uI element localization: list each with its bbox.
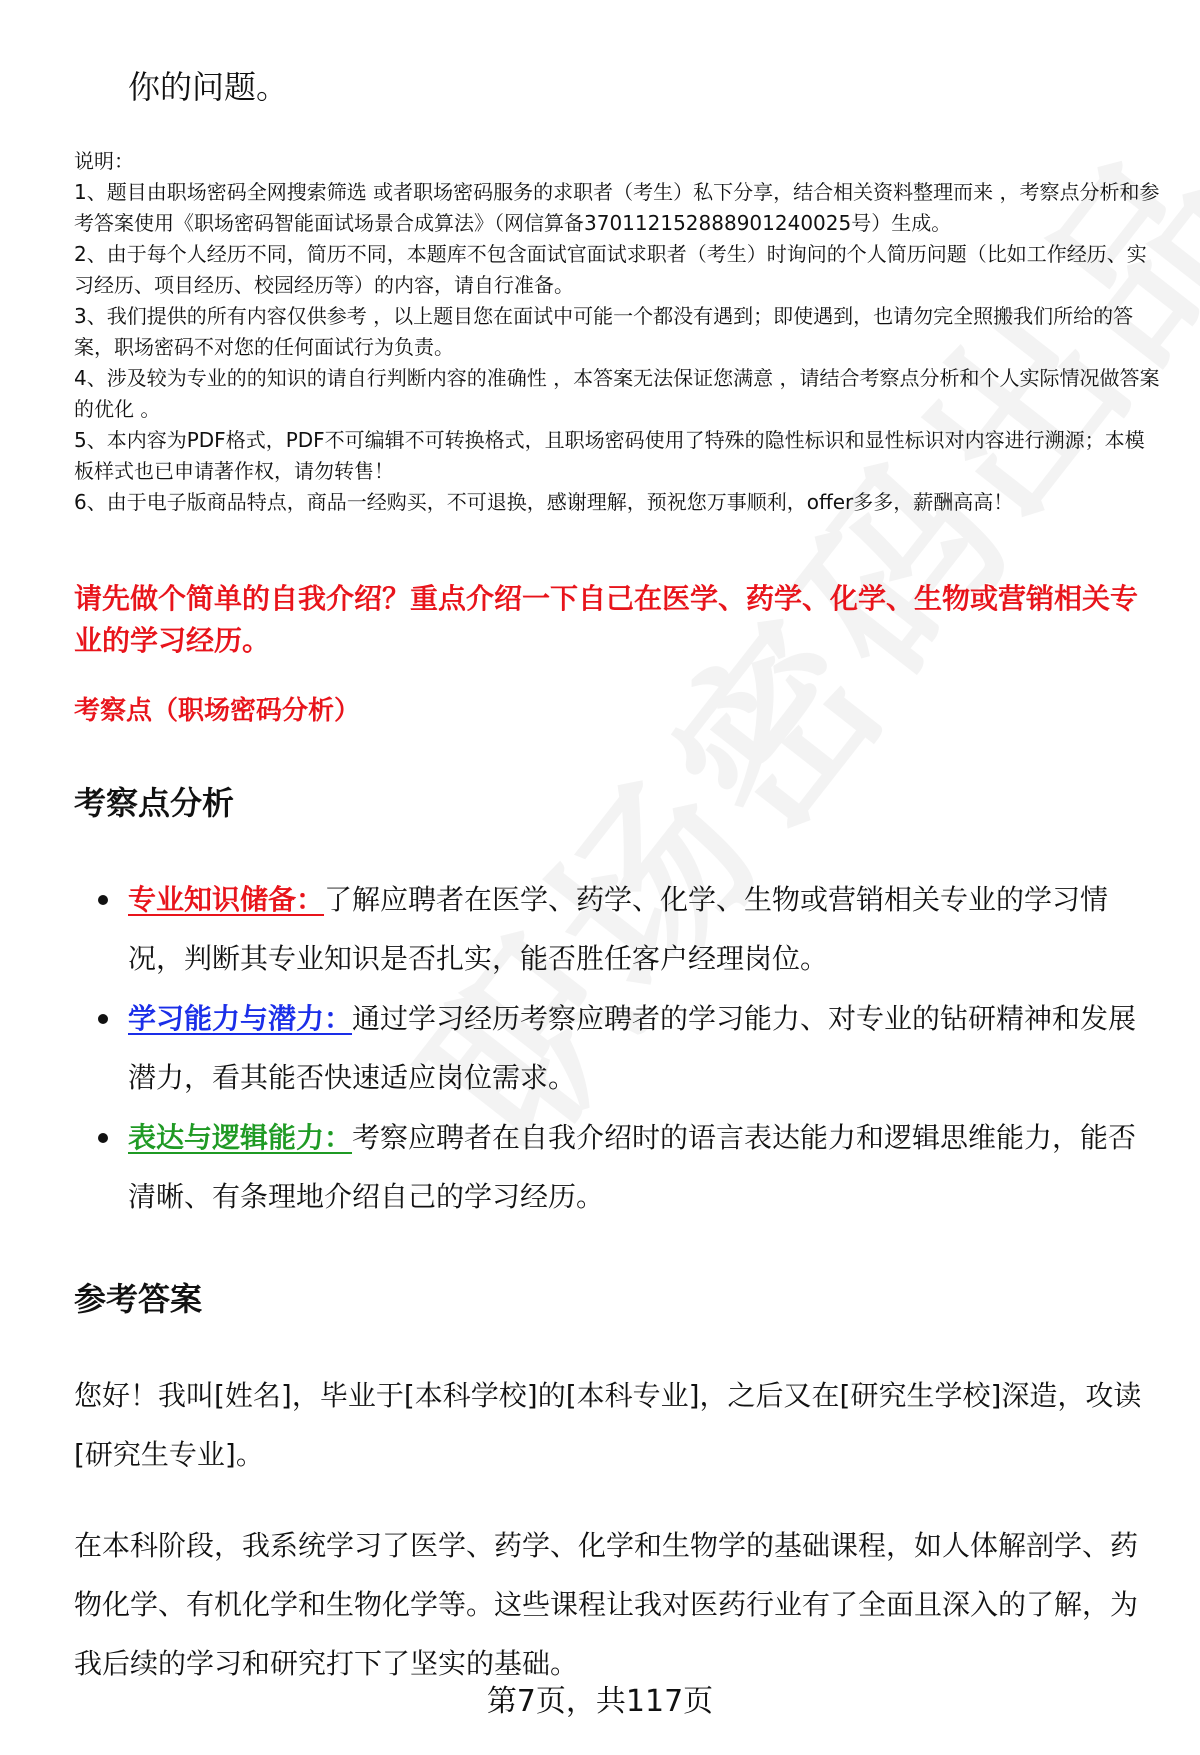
point-keyword: 表达与逻辑能力： xyxy=(128,1121,353,1154)
interview-question: 请先做个简单的自我介绍？重点介绍一下自己在医学、药学、化学、生物或营销相关专业的学习经历。 xyxy=(74,582,1139,657)
note-item: 6、由于电子版商品特点，商品一经购买，不可退换，感谢理解，预祝您万事顺利，offer多多，薪酬高高！ xyxy=(74,490,1014,514)
point-text: 了解应聘者在医学、药学、化学、生物或营销相关专业的学习情况，判断其专业知识是否扎实，能否胜任客户经理岗位。 xyxy=(128,883,1109,975)
answer-paragraph: 您好！我叫[姓名]，毕业于[本科学校]的[本科专业]，之后又在[研究生学校]深造，攻读[研究生专业]。 xyxy=(74,1379,1142,1471)
note-item: 1、题目由职场密码全网搜索筛选 或者职场密码服务的求职者（考生）私下分享，结合相关资料整理而来 ，考察点分析和参考答案使用《职场密码智能面试场景合成算法》（网信算备370112152888901240025号）生成。 xyxy=(74,180,1160,235)
note-item: 2、由于每个人经历不同，简历不同，本题库不包含面试官面试求职者（考生）时询问的个人简历问题（比如工作经历、实习经历、项目经历、校园经历等）的内容，请自行准备。 xyxy=(74,242,1147,297)
list-item xyxy=(98,870,1158,988)
analysis-list xyxy=(98,870,1158,1227)
note-item: 5、本内容为PDF格式，PDF不可编辑不可转换格式，且职场密码使用了特殊的隐性标识和显性标识对内容进行溯源；本模板样式也已申请著作权，请勿转售！ xyxy=(74,428,1145,483)
note-item: 4、涉及较为专业的的知识的请自行判断内容的准确性 ，本答案无法保证您满意 ，请结合考察点分析和个人实际情况做答案的优化 。 xyxy=(74,366,1160,421)
list-item xyxy=(98,989,1158,1107)
point-text: 通过学习经历考察应聘者的学习能力、对专业的钻研精神和发展潜力，看其能否快速适应岗位需求。 xyxy=(128,1002,1137,1094)
answer-heading: 参考答案 xyxy=(74,1280,203,1318)
note-item: 3、我们提供的所有内容仅供参考 ，以上题目您在面试中可能一个都没有遇到；即使遇到，也请勿完全照搬我们所给的答案，职场密码不对您的任何面试行为负责。 xyxy=(74,304,1134,359)
notes-section xyxy=(74,146,1164,518)
page-footer: 第7页，共117页 xyxy=(486,1684,714,1719)
point-keyword: 专业知识储备： xyxy=(128,883,325,916)
point-keyword: 学习能力与潜力： xyxy=(128,1002,353,1035)
question-subtitle: 考察点（职场密码分析） xyxy=(74,696,361,726)
previous-page-text: 你的问题。 xyxy=(128,68,289,106)
analysis-heading: 考察点分析 xyxy=(74,784,235,822)
point-text: 考察应聘者在自我介绍时的语言表达能力和逻辑思维能力，能否清晰、有条理地介绍自己的学习经历。 xyxy=(128,1121,1137,1213)
answer-paragraph: 在本科阶段，我系统学习了医学、药学、化学和生物学的基础课程，如人体解剖学、药物化学、有机化学和生物化学等。这些课程让我对医药行业有了全面且深入的了解，为我后续的学习和研究打下了坚实的基础。 xyxy=(74,1529,1139,1680)
notes-heading: 说明： xyxy=(74,149,134,173)
list-item xyxy=(98,1108,1158,1226)
